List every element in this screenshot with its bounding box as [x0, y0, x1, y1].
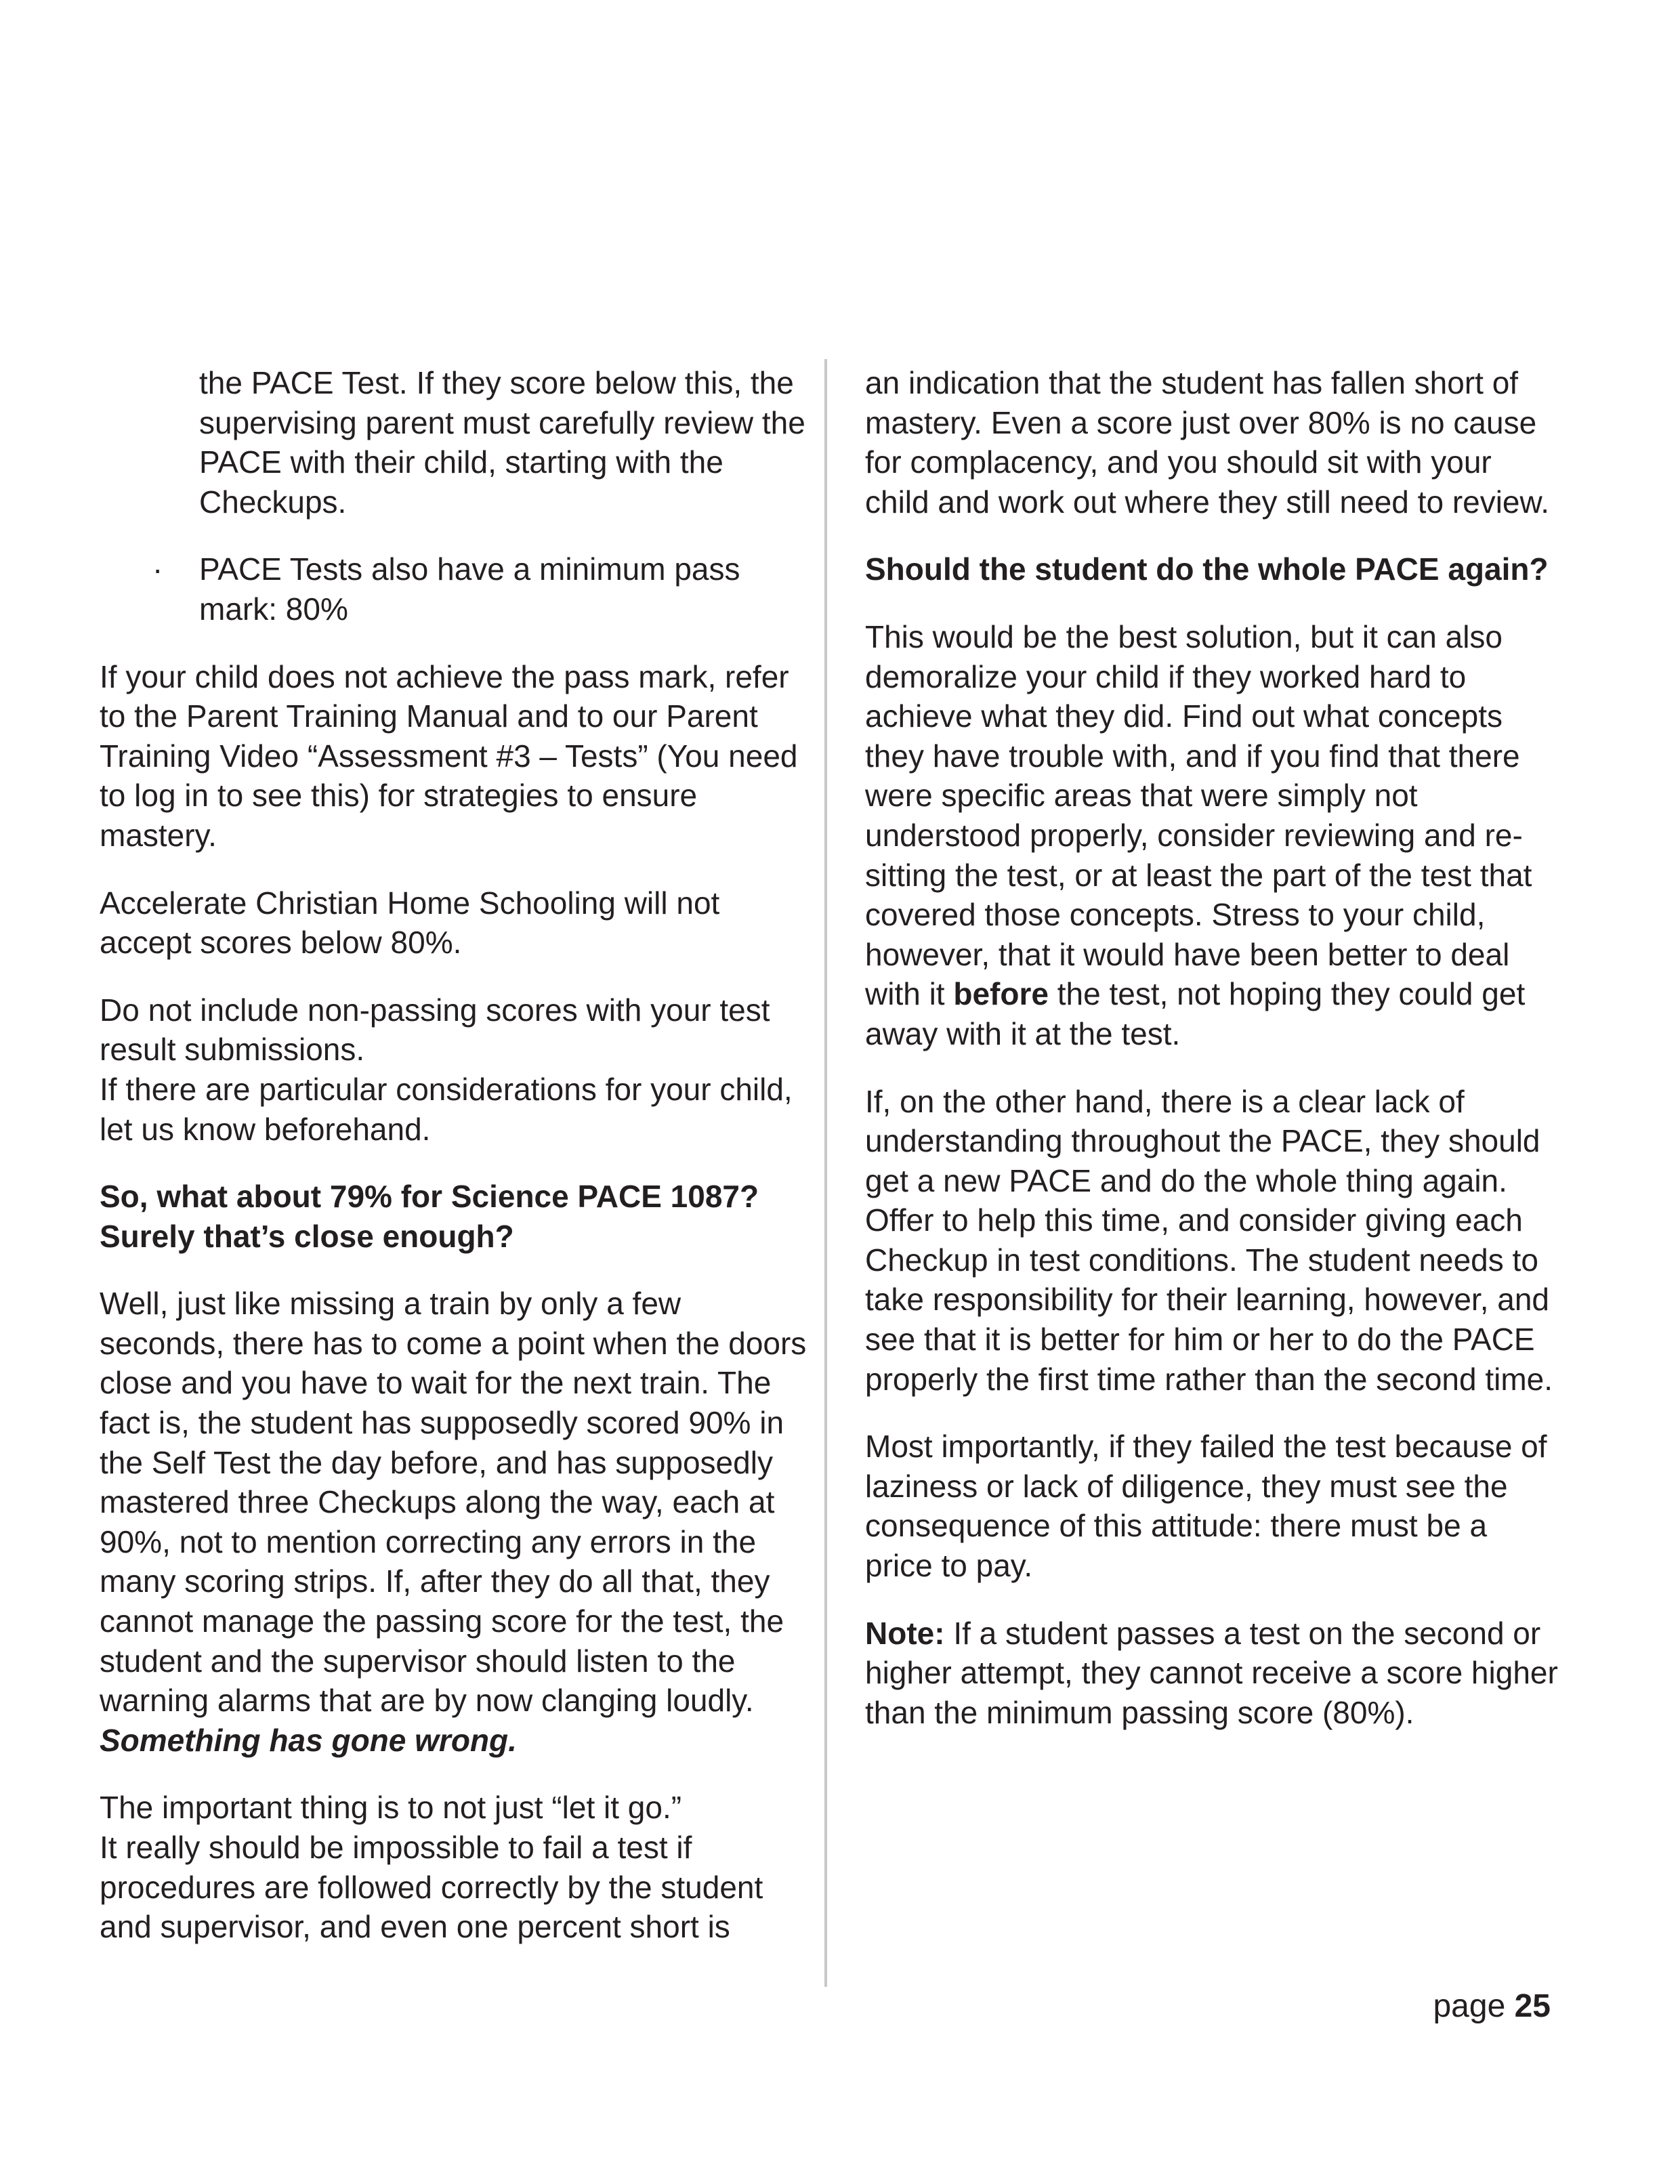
non-passing-line: Do not include non-passing scores with your test result submissions.	[100, 992, 770, 1068]
page-number	[1433, 1986, 1551, 2027]
paragraph-note	[865, 1614, 1563, 1733]
paragraph-train-analogy	[100, 1284, 811, 1760]
bullet-marker: ·	[152, 551, 163, 587]
paragraph-indication: an indication that the student has fallen short of mastery. Even a score just over 80% is no cause for complacency, and you should sit with your child and work out where they still need to review.	[865, 365, 1549, 520]
paragraph-score-policy: Accelerate Christian Home Schooling will not accept scores below 80%.	[100, 885, 720, 961]
bold-before: before	[953, 976, 1049, 1012]
page-label: page	[1433, 1988, 1506, 2024]
paragraph-test-review: the PACE Test. If they score below this, the supervising parent must carefully review the PACE with their child, starting with the Checkups.	[199, 365, 805, 520]
paragraph-let-it-go	[100, 1788, 811, 1946]
note-label: Note:	[865, 1615, 945, 1651]
bullet-text: PACE Tests also have a minimum pass mark: 80%	[199, 551, 740, 627]
left-column	[100, 363, 811, 1975]
best-solution-text-start: This would be the best solution, but it can also demoralize your child if they worked hard to achieve what they did. Find out what concepts they have trouble with, and if you find that there were specific areas that were simply not understood properly, consider reviewing and re-sitting the test, or at least the part of the test that covered those concepts. Stress to your child, however, that it would have been better to deal with it	[865, 618, 1532, 1012]
right-column	[865, 363, 1563, 1760]
emphasis-something-wrong: Something has gone wrong.	[100, 1722, 517, 1758]
paragraph-laziness: Most importantly, if they failed the test because of laziness or lack of diligence, they must see the consequence of this attitude: there must be a price to pay.	[865, 1429, 1547, 1584]
let-it-go-line: The important thing is to not just “let it go.”	[100, 1790, 682, 1826]
section-heading-whole-pace: Should the student do the whole PACE again?	[865, 551, 1549, 587]
paragraph-best-solution	[865, 617, 1563, 1054]
best-solution-text-end: the test, not hoping they could get away with it at the test.	[865, 976, 1526, 1051]
section-heading-79-percent: So, what about 79% for Science PACE 1087? Surely that’s close enough?	[100, 1179, 759, 1254]
paragraph-non-passing	[100, 990, 811, 1149]
page-number-value: 25	[1514, 1988, 1551, 2024]
note-text: If a student passes a test on the second or higher attempt, they cannot receive a score higher than the minimum passing score (80%).	[865, 1615, 1558, 1730]
impossible-to-fail-text: It really should be impossible to fail a test if procedures are followed correctly by the student and supervisor, and even one percent short is	[100, 1830, 763, 1945]
considerations-line: If there are particular considerations for your child, let us know beforehand.	[100, 1071, 793, 1147]
column-divider	[824, 359, 827, 1987]
paragraph-lack-of-understanding: If, on the other hand, there is a clear lack of understanding throughout the PACE, they should get a new PACE and do the whole thing again. Offer to help this time, and consider giving each Checkup in test conditions. The student needs to take responsibility for their learning, however, and see that it is better for him or her to do the PACE properly the first time rather than the second time.	[865, 1083, 1553, 1397]
bullet-item-pass-mark	[100, 549, 811, 629]
paragraph-pass-mark-help: If your child does not achieve the pass mark, refer to the Parent Training Manual and to our Parent Training Video “Assessment #3 – Tests” (You need to log in to see this) for strategies to ensure mastery.	[100, 658, 798, 853]
train-analogy-text: Well, just like missing a train by only a few seconds, there has to come a point when the doors close and you have to wait for the next train. The fact is, the student has supposedly scored 90% in the Self Test the day before, and has supposedly mastered three Checkups along the way, each at 90%, not to mention correcting any errors in the many scoring strips. If, after they do all that, they cannot manage the passing score for the test, the student and the supervisor should listen to the warning alarms that are by now clanging loudly.	[100, 1286, 807, 1719]
